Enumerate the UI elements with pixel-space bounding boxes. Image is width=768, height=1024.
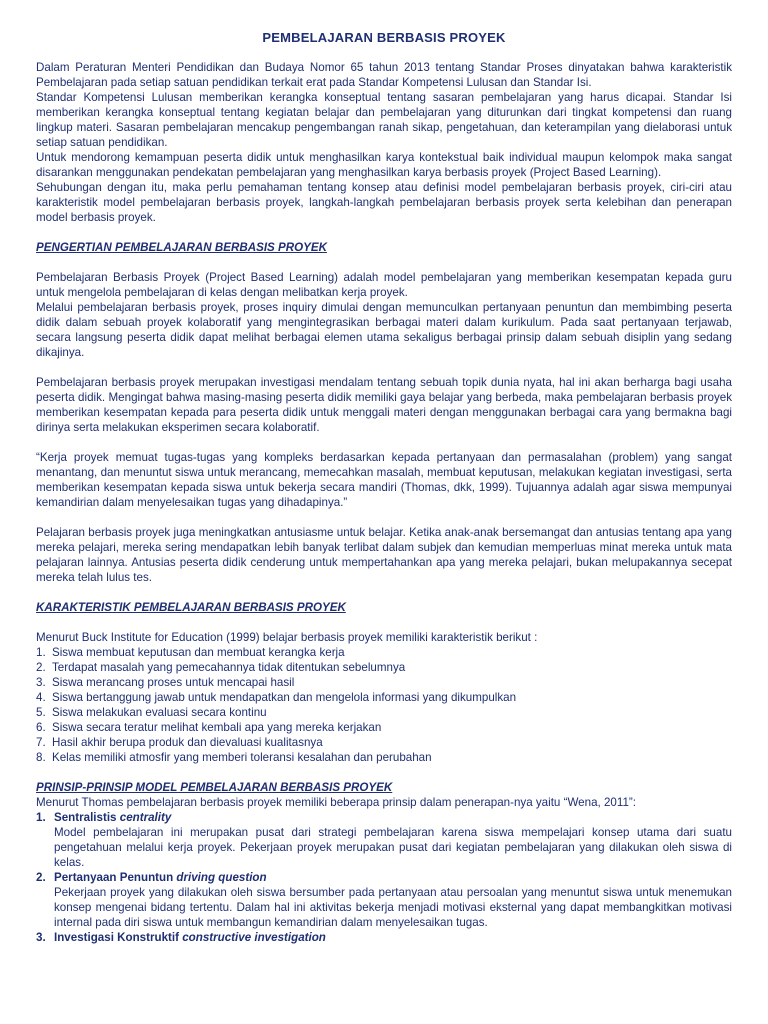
list-item: 3. Investigasi Konstruktif constructive investigation bbox=[36, 931, 326, 944]
pengertian-paragraph-5: Pelajaran berbasis proyek juga meningkatkan antusiasme untuk belajar. Ketika anak-anak bersemangat dan antusias tentang apa yang mereka pelajari, mereka sering mendapatkan lebih banyak terlibat dalam subjek dan kemudian memperluas minat mereka untuk mata pelajaran lainnya. Antusias peserta didik cenderung untuk mempertahankan apa yang mereka pelajari, bukan melupakannya secepat mereka telah lulus tes. bbox=[36, 526, 732, 584]
prinsip-list bbox=[36, 810, 732, 945]
pengertian-paragraph-2: Melalui pembelajaran berbasis proyek, proses inquiry dimulai dengan memunculkan pertanyaan penuntun dan membimbing peserta didik dalam sebuah proyek kolaboratif yang mengintegrasikan berbagai materi dalam kurikulum. Pada saat pertanyaan terjawab, secara langsung peserta didik dapat melihat berbagai elemen utama sekaligus berbagai prinsip dalam sebuah disiplin yang sedang dikajinya. bbox=[36, 301, 732, 359]
intro-paragraph-1: Dalam Peraturan Menteri Pendidikan dan Budaya Nomor 65 tahun 2013 tentang Standar Proses dinyatakan bahwa karakteristik Pembelajaran pada setiap satuan pendidikan terkait erat pada Standar Kompetensi Lulusan dan Standar Isi. bbox=[36, 61, 732, 89]
section-heading-pengertian: PENGERTIAN PEMBELAJARAN BERBASIS PROYEK bbox=[36, 241, 327, 254]
pengertian-paragraph-3: Pembelajaran berbasis proyek merupakan investigasi mendalam tentang sebuah topik dunia nyata, hal ini akan berharga bagi usaha peserta didik. Mengingat bahwa masing-masing peserta didik memiliki gaya belajar yang berbeda, maka pembelajaran berbasis proyek memberikan kesempatan kepada para peserta didik untuk menggali materi dengan menggunakan berbagai cara yang bermakna bagi dirinya serta melakukan eksperimen secara kolaboratif. bbox=[36, 376, 732, 434]
pengertian-quote: “Kerja proyek memuat tugas-tugas yang kompleks berdasarkan kepada pertanyaan dan permasalahan (problem) yang sangat menantang, dan menuntut siswa untuk merancang, memecahkan masalah, membuat keputusan, melakukan kegiatan investigasi, serta memberikan kesempatan kepada siswa untuk bekerja secara mandiri (Thomas, dkk, 1999). Tujuannya adalah agar siswa mempunyai kemandirian dalam menyelesaikan tugas yang dihadapinya.” bbox=[36, 451, 732, 509]
list-item: 4. Siswa bertanggung jawab untuk mendapatkan dan mengelola informasi yang dikumpulkan bbox=[36, 691, 517, 704]
pengertian-paragraph-1: Pembelajaran Berbasis Proyek (Project Based Learning) adalah model pembelajaran yang memberikan kesempatan kepada guru untuk mengelola pembelajaran di kelas dengan melibatkan kerja proyek. bbox=[36, 271, 732, 299]
list-item: 3. Siswa merancang proses untuk mencapai hasil bbox=[36, 676, 295, 689]
karakteristik-list bbox=[36, 645, 732, 765]
intro-paragraph-4: Sehubungan dengan itu, maka perlu pemahaman tentang konsep atau definisi model pembelajaran berbasis proyek, ciri-ciri atau karakteristik model pembelajaran berbasis proyek, langkah-langkah pembelajaran berbasis proyek serta kelebihan dan penerapan model berbasis proyek. bbox=[36, 181, 732, 224]
section-heading-prinsip: PRINSIP-PRINSIP MODEL PEMBELAJARAN BERBASIS PROYEK bbox=[36, 781, 393, 794]
list-item: 8. Kelas memiliki atmosfir yang memberi toleransi kesalahan dan perubahan bbox=[36, 751, 432, 764]
list-item: 1. Sentralistis centrality Model pembelajaran ini merupakan pusat dari strategi pembelajaran karena siswa mempelajari konsep utama dari suatu pengetahuan melalui kerja proyek. Pekerjaan proyek merupakan pusat dari kegiatan pembelajaran yang dilakukan oleh siswa di kelas. bbox=[36, 811, 732, 869]
list-item: 2. Terdapat masalah yang pemecahannya tidak ditentukan sebelumnya bbox=[36, 661, 406, 674]
list-item: 5. Siswa melakukan evaluasi secara kontinu bbox=[36, 706, 267, 719]
list-item: 6. Siswa secara teratur melihat kembali apa yang mereka kerjakan bbox=[36, 721, 382, 734]
intro-paragraph-3: Untuk mendorong kemampuan peserta didik untuk menghasilkan karya kontekstual baik individual maupun kelompok maka sangat disarankan menggunakan pendekatan pembelajaran yang menghasilkan karya berbasis proyek (Project Based Learning). bbox=[36, 151, 732, 179]
intro-paragraph-2: Standar Kompetensi Lulusan memberikan kerangka konseptual tentang sasaran pembelajaran yang harus dicapai. Standar Isi memberikan kerangka konseptual tentang kegiatan belajar dan pembelajaran yang diturunkan dari tingkat kompetensi dan ruang lingkup materi. Sasaran pembelajaran mencakup pengembangan ranah sikap, pengetahuan, dan keterampilan yang dielaborasi untuk setiap satuan pendidikan. bbox=[36, 91, 732, 149]
list-item: 7. Hasil akhir berupa produk dan dievaluasi kualitasnya bbox=[36, 736, 323, 749]
karakteristik-intro: Menurut Buck Institute for Education (1999) belajar berbasis proyek memiliki karakteristik berikut : bbox=[36, 631, 538, 644]
list-item: 1. Siswa membuat keputusan dan membuat kerangka kerja bbox=[36, 646, 345, 659]
section-heading-karakteristik: KARAKTERISTIK PEMBELAJARAN BERBASIS PROYEK bbox=[36, 601, 346, 614]
page-title: PEMBELAJARAN BERBASIS PROYEK bbox=[262, 30, 506, 45]
list-item: 2. Pertanyaan Penuntun driving question Pekerjaan proyek yang dilakukan oleh siswa bersumber pada pertanyaan atau persoalan yang menuntut siswa untuk menemukan konsep mengenai bidang tertentu. Dalam hal ini aktivitas bekerja menjadi motivasi eksternal yang dapat membangkitkan motivasi internal pada diri siswa untuk membangun kemandirian dalam menyelesaikan tugas. bbox=[36, 871, 732, 929]
prinsip-intro: Menurut Thomas pembelajaran berbasis proyek memiliki beberapa prinsip dalam penerapan-nya yaitu “Wena, 2011”: bbox=[36, 796, 636, 809]
